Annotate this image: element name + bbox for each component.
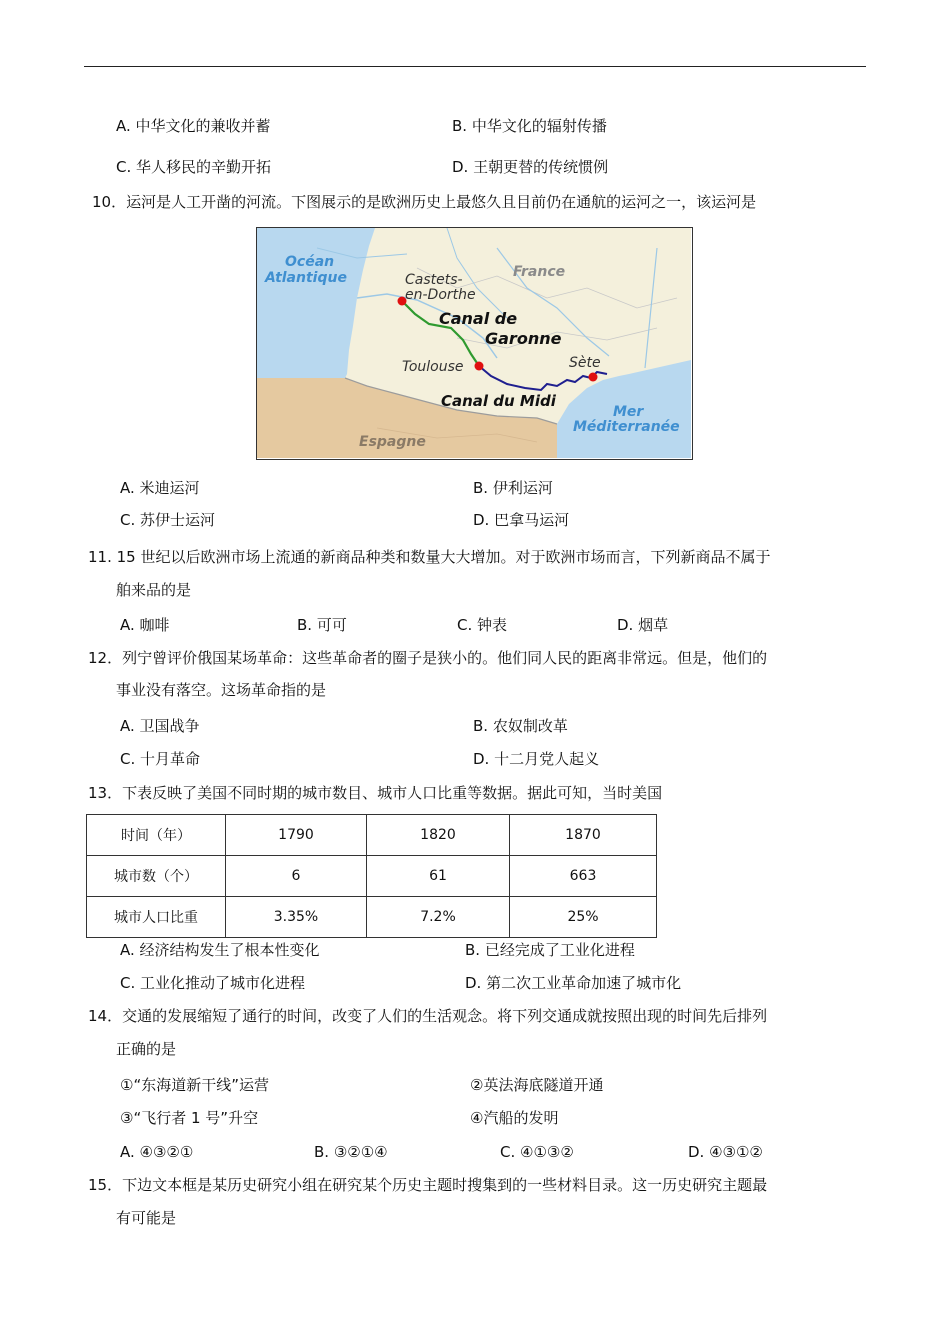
q14-option-a[interactable]: A. ④③②① <box>120 1143 194 1161</box>
toulouse-label: Toulouse <box>402 359 464 375</box>
q14-item-1: ①“东海道新干线”运营 <box>120 1076 269 1094</box>
q10-stem: 10．运河是人工开凿的河流。下图展示的是欧洲历史上最悠久且目前仍在通航的运河之一，该运河是 <box>92 193 757 211</box>
sete-label: Sète <box>569 355 601 371</box>
q14-item-3: ③“飞行者 1 号”升空 <box>120 1109 259 1127</box>
q14-stem-line-1: 14．交通的发展缩短了通行的时间，改变了人们的生活观念。将下列交通成就按照出现的时间先后排列 <box>88 1007 768 1025</box>
q11-stem-line-1: 11. 15 世纪以后欧洲市场上流通的新商品种类和数量大大增加。对于欧洲市场而言，下列新商品不属于 <box>88 548 771 566</box>
table-cell: 7.2% <box>367 897 510 938</box>
q12-stem-line-2: 事业没有落空。这场革命指的是 <box>116 681 327 699</box>
q12-stem-line-1: 12．列宁曾评价俄国某场革命：这些革命者的圈子是狭小的。他们同人民的距离非常远。但是，他们的 <box>88 649 768 667</box>
header-rule <box>84 66 866 67</box>
table-header-cell: 1820 <box>367 815 510 856</box>
table-row-label: 城市数（个） <box>87 856 226 897</box>
table-cell: 6 <box>226 856 367 897</box>
q9-option-d[interactable]: D. 王朝更替的传统惯例 <box>452 158 609 176</box>
q12-option-b[interactable]: B. 农奴制改革 <box>473 717 568 735</box>
q11-option-c[interactable]: C. 钟表 <box>457 616 508 634</box>
q13-option-c[interactable]: C. 工业化推动了城市化进程 <box>120 974 306 992</box>
q13-option-d[interactable]: D. 第二次工业革命加速了城市化 <box>465 974 682 992</box>
sea-label-1: Mer <box>613 404 644 420</box>
canal-garonne-label-1: Canal de <box>439 309 518 328</box>
q14-item-2: ②英法海底隧道开通 <box>470 1076 604 1094</box>
ocean-label-2: Atlantique <box>265 270 347 286</box>
q14-option-c[interactable]: C. ④①③② <box>500 1143 574 1161</box>
canal-midi-label: Canal du Midi <box>441 392 556 410</box>
table-cell: 663 <box>510 856 657 897</box>
q12-option-a[interactable]: A. 卫国战争 <box>120 717 200 735</box>
q11-option-a[interactable]: A. 咖啡 <box>120 616 170 634</box>
q11-stem-line-2: 舶来品的是 <box>116 581 192 599</box>
sete-dot <box>589 373 598 382</box>
q10-option-b[interactable]: B. 伊利运河 <box>473 479 553 497</box>
q11-option-b[interactable]: B. 可可 <box>297 616 347 634</box>
q12-option-c[interactable]: C. 十月革命 <box>120 750 201 768</box>
table-cell: 61 <box>367 856 510 897</box>
q9-option-a[interactable]: A. 中华文化的兼收并蓄 <box>116 117 271 135</box>
q13-option-b[interactable]: B. 已经完成了工业化进程 <box>465 941 635 959</box>
table-row <box>87 856 657 897</box>
france-label: France <box>513 264 566 280</box>
spain-label: Espagne <box>359 434 426 450</box>
table-row <box>87 897 657 938</box>
toulouse-dot <box>475 362 484 371</box>
table-header-cell: 时间（年） <box>87 815 226 856</box>
q10-option-c[interactable]: C. 苏伊士运河 <box>120 511 216 529</box>
table-row-label: 城市人口比重 <box>87 897 226 938</box>
q14-option-b[interactable]: B. ③②①④ <box>314 1143 388 1161</box>
q9-option-c[interactable]: C. 华人移民的辛勤开拓 <box>116 158 272 176</box>
city-data-table <box>86 814 657 938</box>
canal-garonne-label-2: Garonne <box>485 329 562 348</box>
table-cell: 25% <box>510 897 657 938</box>
q10-option-a[interactable]: A. 米迪运河 <box>120 479 200 497</box>
castets-label-1: Castets- <box>405 272 463 288</box>
q12-option-d[interactable]: D. 十二月党人起义 <box>473 750 600 768</box>
castets-label-2: en-Dorthe <box>405 287 476 303</box>
q9-option-b[interactable]: B. 中华文化的辐射传播 <box>452 117 607 135</box>
table-header-cell: 1870 <box>510 815 657 856</box>
q13-option-a[interactable]: A. 经济结构发生了根本性变化 <box>120 941 320 959</box>
table-header-cell: 1790 <box>226 815 367 856</box>
q11-option-d[interactable]: D. 烟草 <box>617 616 669 634</box>
canal-map <box>256 227 693 460</box>
table-row <box>87 815 657 856</box>
sea-label-2: Méditerranée <box>573 419 680 435</box>
ocean-label-1: Océan <box>285 254 335 270</box>
q14-stem-line-2: 正确的是 <box>116 1040 177 1058</box>
q13-stem: 13．下表反映了美国不同时期的城市数目、城市人口比重等数据。据此可知，当时美国 <box>88 784 663 802</box>
table-cell: 3.35% <box>226 897 367 938</box>
q10-option-d[interactable]: D. 巴拿马运河 <box>473 511 570 529</box>
q15-stem-line-2: 有可能是 <box>116 1209 177 1227</box>
q14-option-d[interactable]: D. ④③①② <box>688 1143 763 1161</box>
q14-item-4: ④汽船的发明 <box>470 1109 559 1127</box>
q15-stem-line-1: 15．下边文本框是某历史研究小组在研究某个历史主题时搜集到的一些材料目录。这一历史研究主题最 <box>88 1176 768 1194</box>
